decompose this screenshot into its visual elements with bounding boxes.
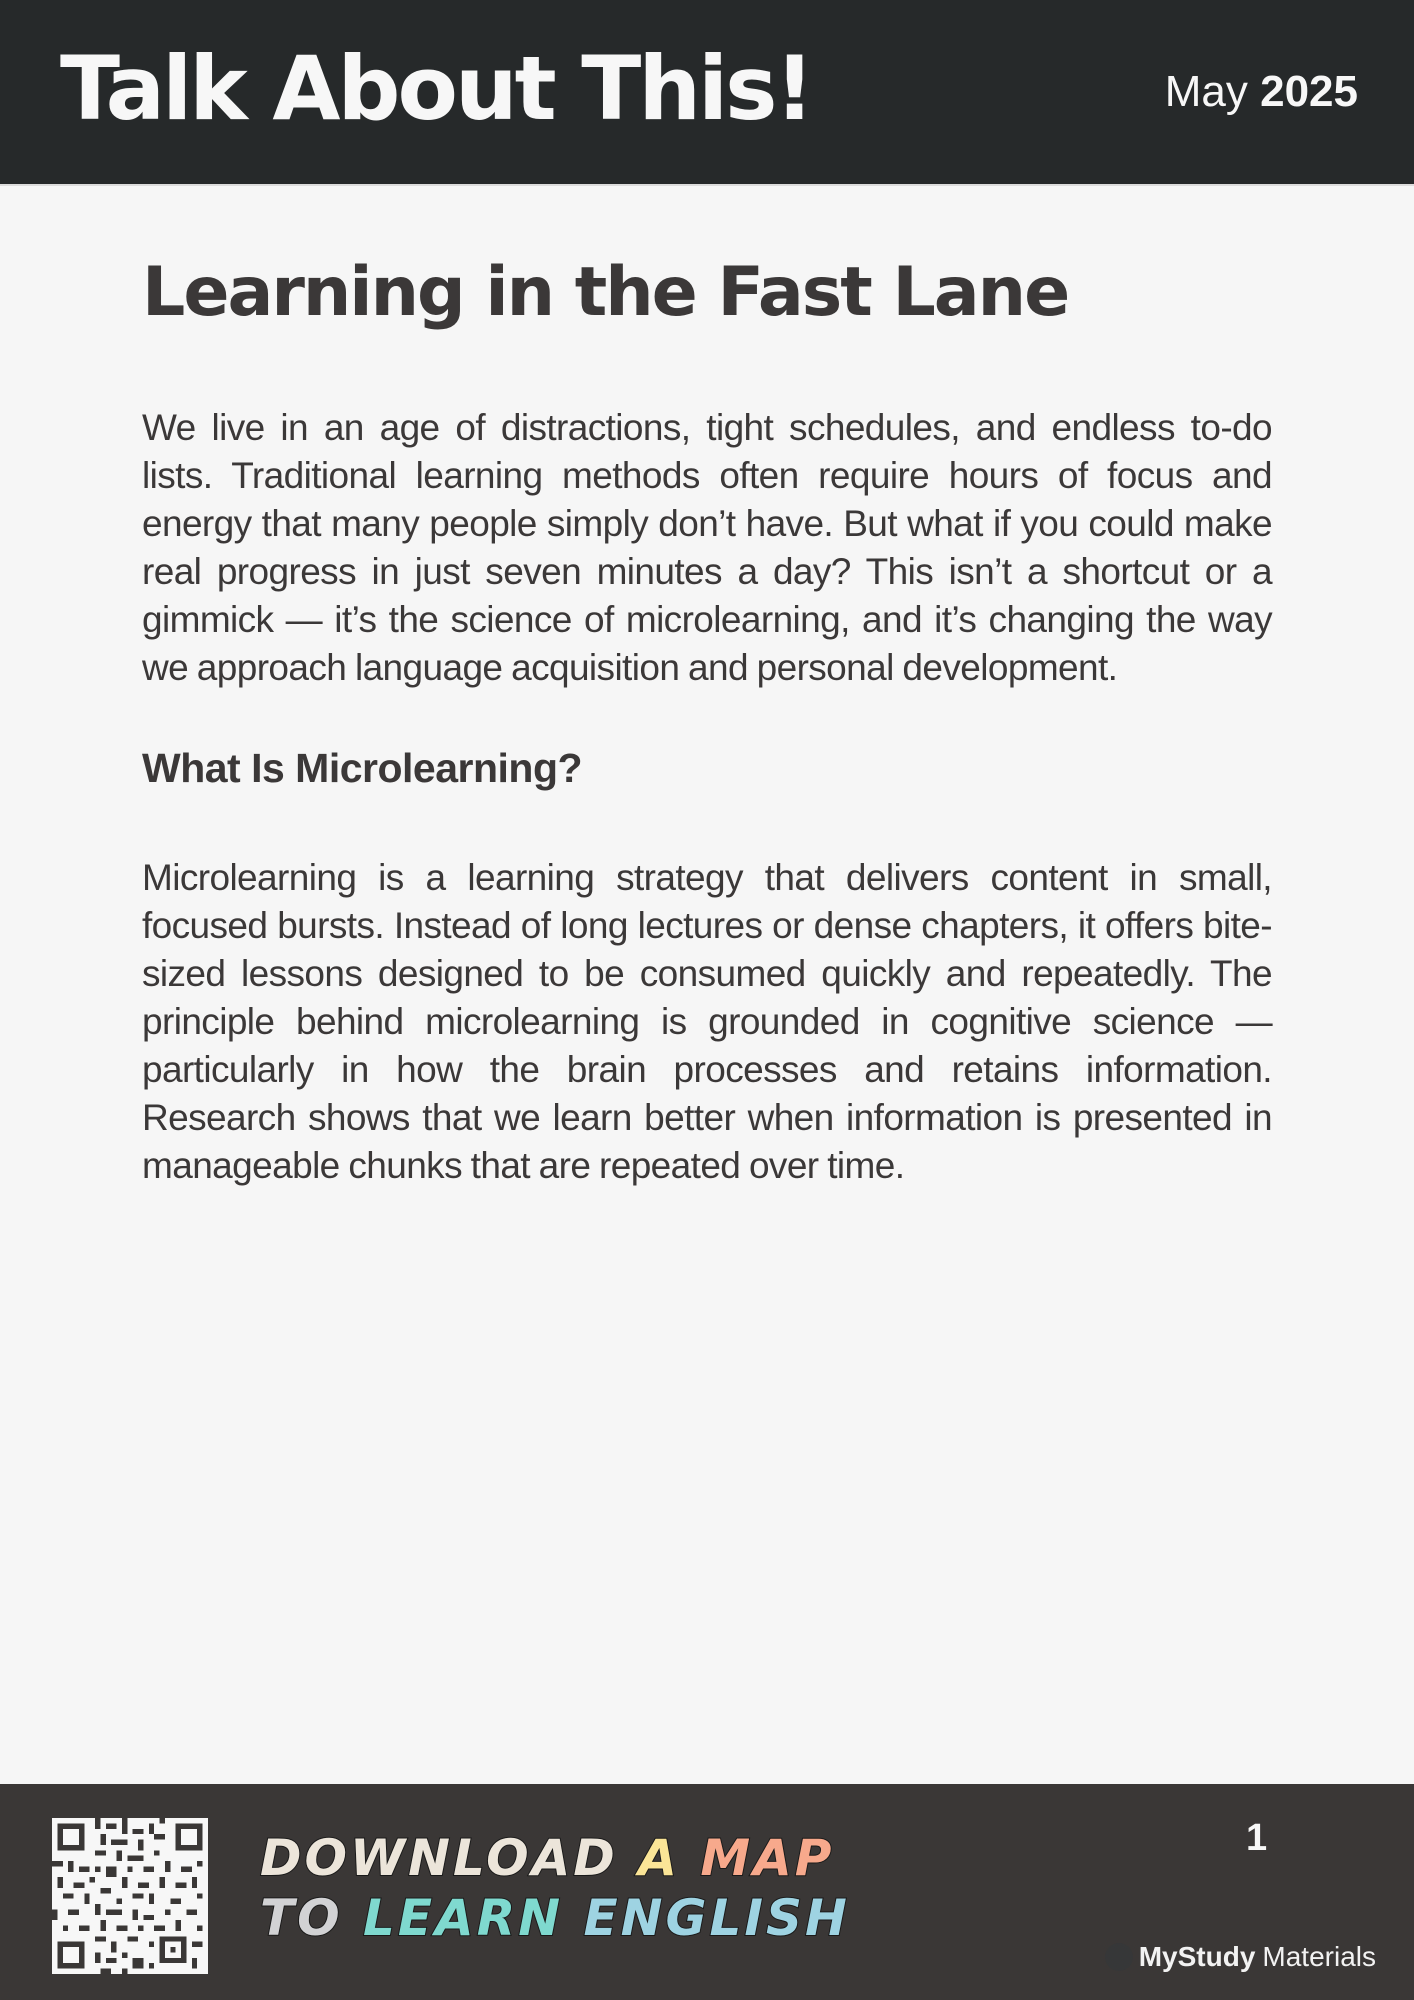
issue-date — [1165, 66, 1358, 118]
article — [142, 244, 1272, 1190]
page-footer — [0, 1784, 1414, 2000]
brand-name-rest: Materials — [1262, 1941, 1376, 1972]
brand-logo-icon — [1105, 1943, 1133, 1971]
issue-month: May — [1164, 67, 1248, 116]
brand-logo — [1105, 1940, 1376, 1974]
page-number: 1 — [1246, 1817, 1268, 1859]
promo-word-to: TO — [260, 1889, 364, 1947]
promo-line-2 — [260, 1888, 850, 1948]
qr-code-icon[interactable] — [52, 1818, 208, 1974]
brand-name-bold: MyStudy — [1138, 1941, 1256, 1972]
promo-word-download: DOWNLOAD — [260, 1829, 639, 1887]
promo-line-1 — [260, 1828, 850, 1888]
promo-word-map: MAP — [700, 1829, 835, 1887]
article-intro: We live in an age of distractions, tight schedules, and endless to-do lists. Traditional learning methods often require hours of focus and energy that many people simply don’t have. But what if you could make real progress in just seven minutes a day? This isn’t a shortcut or a gimmick — it’s the science of microlearning, and it’s changing the way we approach language acquisition and personal development. — [142, 407, 1272, 688]
promo-word-learn: LEARN — [363, 1889, 584, 1947]
download-map-promo[interactable] — [260, 1828, 850, 1948]
page-header — [0, 0, 1414, 186]
newsletter-title: Talk About This! — [60, 37, 812, 140]
promo-word-english: ENGLISH — [583, 1889, 850, 1947]
promo-word-a: A — [638, 1829, 701, 1887]
article-title: Learning in the Fast Lane — [142, 253, 1069, 332]
section-heading: What Is Microlearning? — [142, 745, 583, 791]
section-body: Microlearning is a learning strategy that delivers content in small, focused bursts. Instead of long lectures or dense chapters, it offers bite-sized lessons designed to be consumed quickly and repeatedly. The principle behind microlearning is grounded in cognitive science — particularly in how the brain processes and retains information. Research shows that we learn better when information is presented in manageable chunks that are repeated over time. — [142, 857, 1272, 1186]
issue-year: 2025 — [1260, 67, 1358, 116]
